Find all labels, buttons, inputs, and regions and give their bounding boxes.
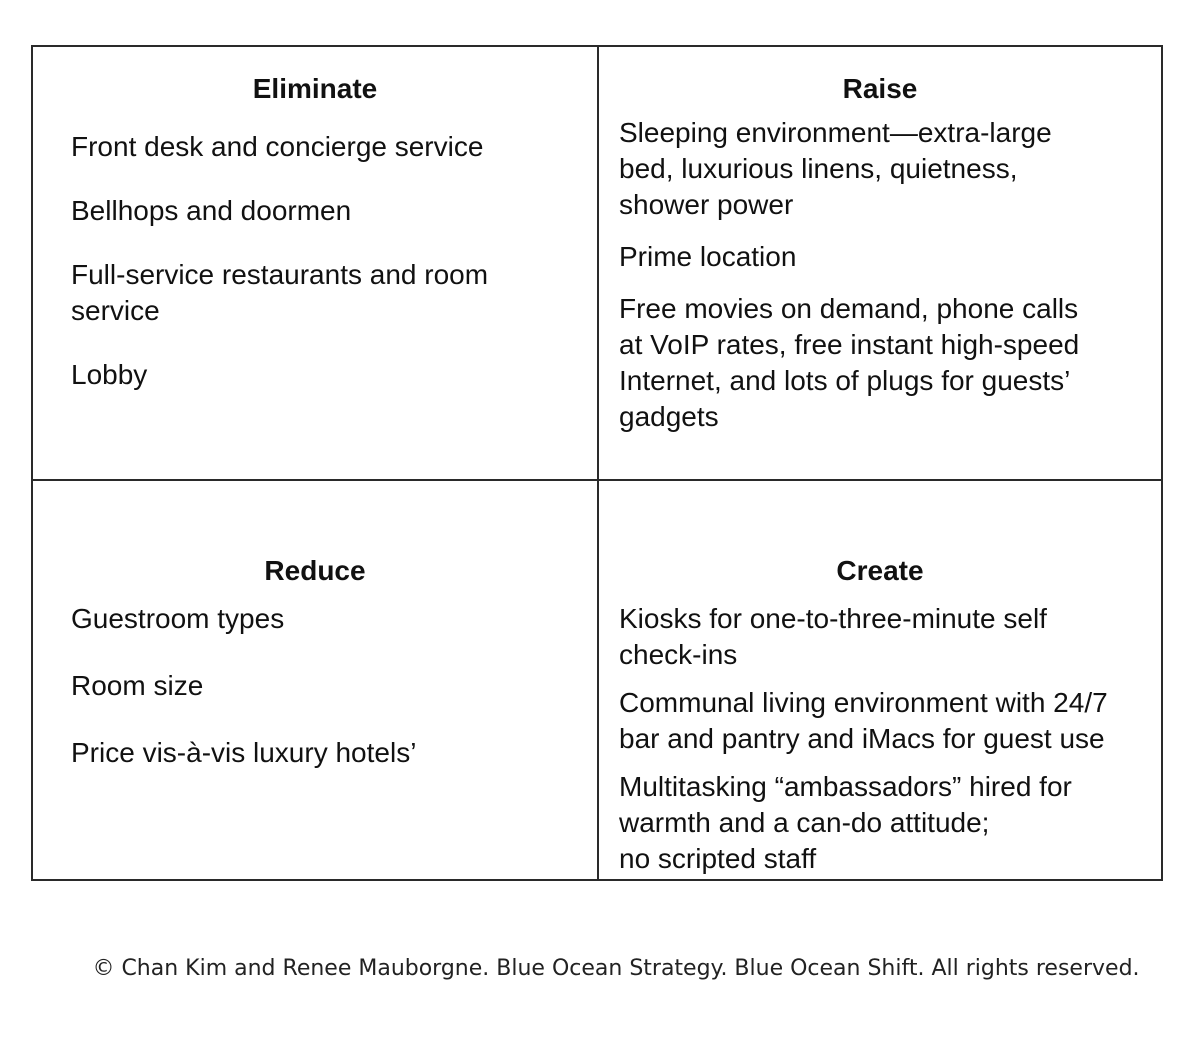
list-item [71, 668, 416, 704]
item-text-line: Sleeping environment—extra-large [619, 117, 1052, 148]
quadrant-reduce [33, 481, 597, 879]
item-text-line: Free movies on demand, phone calls [619, 293, 1079, 324]
item-text-line: Internet, and lots of plugs for guests’ [619, 365, 1071, 396]
item-text-line: Prime location [619, 241, 797, 272]
item-text-line: Communal living environment with 24/7 [619, 687, 1108, 718]
list-item [619, 291, 1079, 435]
list-item [619, 239, 1079, 275]
list-item [71, 357, 488, 393]
item-text-line: gadgets [619, 401, 719, 432]
quadrant-title: Raise [842, 73, 918, 104]
item-text-line: Multitasking “ambassadors” hired for [619, 771, 1072, 802]
quadrant-title: Reduce [264, 555, 366, 586]
list-item [619, 601, 1108, 673]
item-text-line: Guestroom types [71, 603, 285, 634]
item-text-line: Price vis-à-vis luxury hotels’ [71, 737, 417, 768]
quadrant-eliminate [33, 47, 597, 479]
item-text-line: Front desk and concierge service [71, 131, 484, 162]
item-text-line: Kiosks for one-to-three-minute self [619, 603, 1047, 634]
item-list [619, 601, 1108, 889]
list-item [71, 257, 488, 329]
quadrant-raise [599, 47, 1161, 479]
item-text-line: Bellhops and doormen [71, 195, 352, 226]
item-text-line: at VoIP rates, free instant high-speed [619, 329, 1080, 360]
quadrant-title: Eliminate [252, 73, 378, 104]
list-item [71, 129, 488, 165]
item-text-line: bar and pantry and iMacs for guest use [619, 723, 1105, 754]
list-item [71, 601, 416, 637]
copyright-notice: © Chan Kim and Renee Mauborgne. Blue Ocean Strategy. Blue Ocean Shift. All rights reserved. [92, 956, 1140, 981]
item-text-line: Room size [71, 670, 204, 701]
list-item [619, 769, 1108, 877]
item-text-line: bed, luxurious linens, quietness, [619, 153, 1018, 184]
item-list [71, 129, 488, 421]
item-text-line: Full-service restaurants and room [71, 259, 489, 290]
list-item [71, 193, 488, 229]
item-text-line: shower power [619, 189, 794, 220]
item-list [619, 115, 1079, 451]
item-list [71, 601, 416, 802]
errc-grid [31, 45, 1163, 881]
list-item [619, 115, 1079, 223]
item-text-line: warmth and a can-do attitude; [619, 807, 990, 838]
item-text-line: service [71, 295, 160, 326]
list-item [71, 735, 416, 771]
quadrant-create [599, 481, 1161, 879]
item-text-line: Lobby [71, 359, 148, 390]
item-text-line: no scripted staff [619, 843, 817, 874]
item-text-line: check-ins [619, 639, 738, 670]
quadrant-title: Create [836, 555, 924, 586]
list-item [619, 685, 1108, 757]
